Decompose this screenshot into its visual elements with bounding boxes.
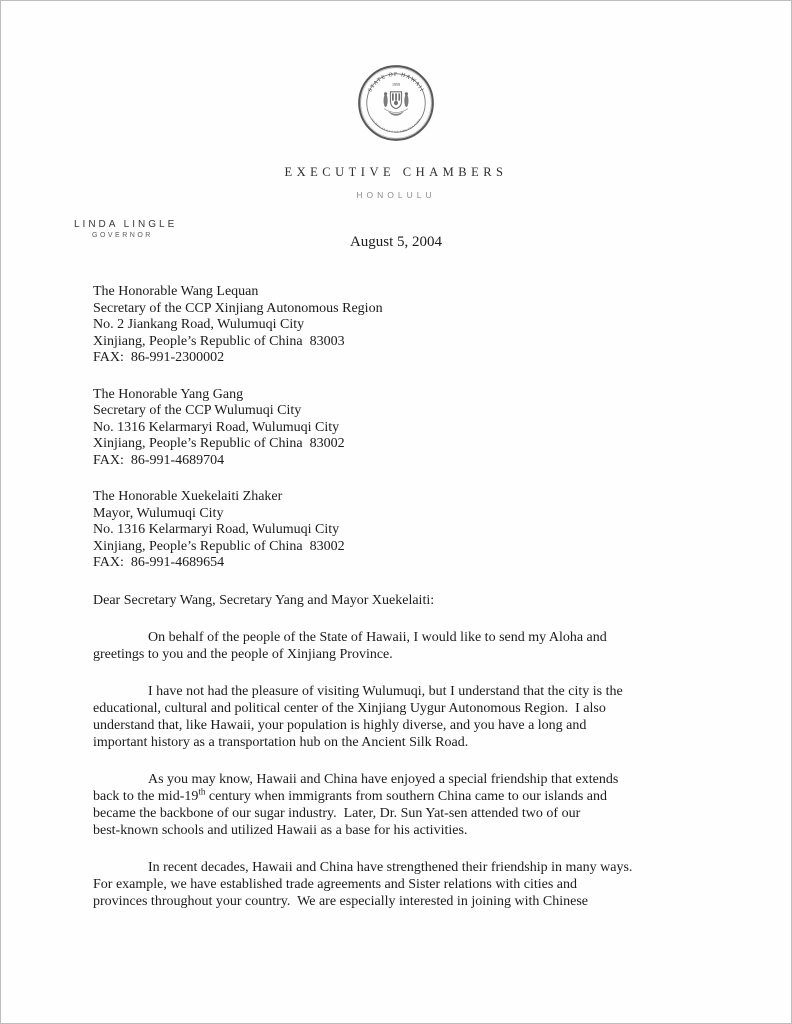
body-paragraph <box>93 859 751 910</box>
letter-paragraphs <box>93 629 751 910</box>
recipient-line: No. 1316 Kelarmaryi Road, Wulumuqi City <box>93 419 340 435</box>
recipient-line: No. 1316 Kelarmaryi Road, Wulumuqi City <box>93 522 340 537</box>
recipient-line: No. 2 Jiankang Road, Wulumuqi City <box>93 317 305 332</box>
body-line: provinces throughout your country. We are especially interested in joining with Chinese <box>93 893 588 909</box>
letter-content <box>93 284 751 930</box>
svg-text:UA MAU KE EA O KA AINA I KA PO <box>371 118 422 133</box>
body-line: became the backbone of our sugar industry. Later, Dr. Sun Yat-sen attended two of our <box>93 805 581 821</box>
text-segment: century when immigrants from southern China came to our islands and <box>205 788 608 804</box>
recipient-line: FAX: 86-991-4689704 <box>93 452 225 468</box>
seal-crest <box>384 92 409 116</box>
body-line <box>93 785 751 805</box>
recipient-line: Secretary of the CCP Xinjiang Autonomous Region <box>93 300 383 316</box>
recipient-line: The Honorable Yang Gang <box>93 386 244 402</box>
hawaii-state-seal-icon <box>356 63 436 143</box>
body-line: I have not had the pleasure of visiting Wulumuqi, but I understand that the city is the <box>148 683 623 699</box>
ordinal-superscript: th <box>198 785 206 796</box>
recipient-line: Mayor, Wulumuqi City <box>93 505 224 521</box>
body-line: understand that, like Hawaii, your population is highly diverse, and you have a long and <box>93 717 587 733</box>
seal-top-text: STATE OF HAWAII <box>367 71 425 94</box>
governor-name: LINDA LINGLE <box>74 219 178 230</box>
body-paragraph <box>93 683 751 751</box>
letterhead-office: EXECUTIVE CHAMBERS <box>284 165 508 179</box>
recipient-line: Xinjiang, People’s Republic of China 83002 <box>93 436 345 451</box>
recipient-line: Secretary of the CCP Wulumuqi City <box>93 403 302 418</box>
recipient-block <box>93 489 751 572</box>
recipient-block <box>93 387 751 470</box>
seal-year-text: 1959 <box>392 82 400 88</box>
recipient-blocks <box>93 284 751 572</box>
body-line: important history as a transportation hub on the Ancient Silk Road. <box>93 734 469 750</box>
recipient-line: Xinjiang, People’s Republic of China 83002 <box>93 538 345 554</box>
body-line: For example, we have established trade agreements and Sister relations with cities and <box>93 876 578 892</box>
body-line: As you may know, Hawaii and China have enjoyed a special friendship that extends <box>148 771 619 787</box>
recipient-block <box>93 284 751 367</box>
seal-graphic <box>356 63 436 143</box>
body-paragraph <box>93 629 751 663</box>
recipient-line: The Honorable Xuekelaiti Zhaker <box>93 489 283 504</box>
recipient-line: FAX: 86-991-2300002 <box>93 350 225 365</box>
recipient-line: Xinjiang, People’s Republic of China 83003 <box>93 333 345 349</box>
body-paragraph <box>93 771 751 839</box>
governor-title: GOVERNOR <box>92 232 153 239</box>
recipient-line: The Honorable Wang Lequan <box>93 284 259 299</box>
letterhead-city: HONOLULU <box>356 190 436 200</box>
body-line: educational, cultural and political center of the Xinjiang Uygur Autonomous Region. I also <box>93 700 606 716</box>
letter-date: August 5, 2004 <box>349 234 443 250</box>
body-line: In recent decades, Hawaii and China have strengthened their friendship in many ways. <box>148 859 633 875</box>
recipient-line: FAX: 86-991-4689654 <box>93 555 225 570</box>
body-line: greetings to you and the people of Xinjiang Province. <box>93 646 393 662</box>
text-segment: back to the mid-19 <box>93 788 199 804</box>
body-line: best-known schools and utilized Hawaii as a base for his activities. <box>93 822 468 838</box>
salutation: Dear Secretary Wang, Secretary Yang and Mayor Xuekelaiti: <box>93 592 435 608</box>
seal-motto-text: UA MAU KE EA O KA AINA I KA PONO <box>370 118 422 134</box>
body-line: On behalf of the people of the State of Hawaii, I would like to send my Aloha and <box>148 629 607 645</box>
